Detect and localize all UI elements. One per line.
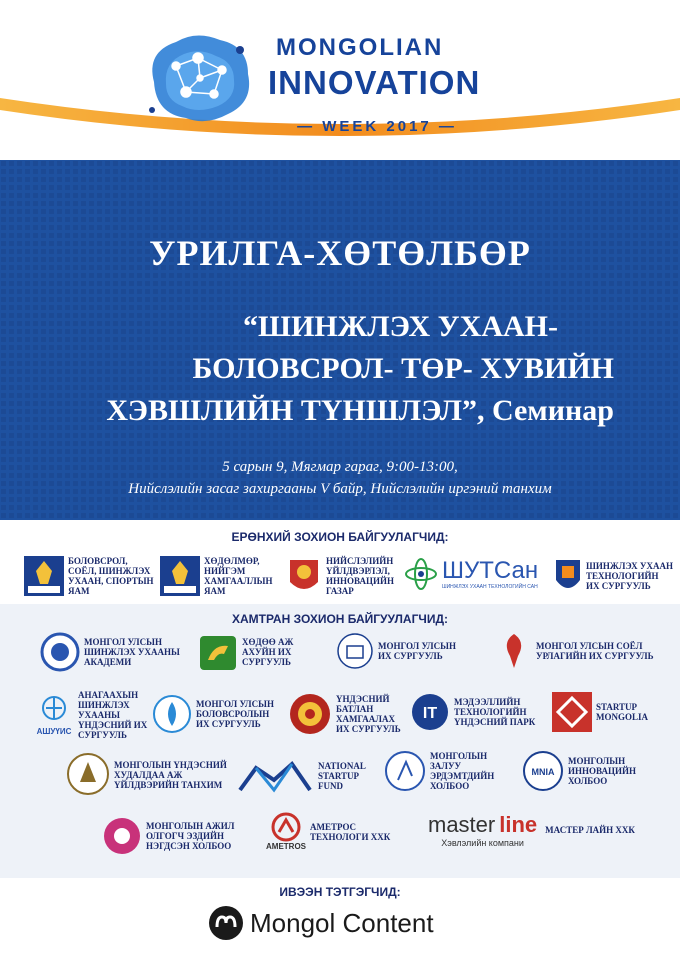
- org-arts-university: [496, 630, 666, 672]
- logo-week-year: — WEEK 2017 —: [297, 118, 457, 135]
- master-line-caption: Хэвлэлийн компани: [441, 838, 524, 848]
- org-ametros: [266, 812, 396, 851]
- org-label: ШИНЖЛЭХ УХААН ТЕХНОЛОГИЙН ИХ СУРГУУЛЬ: [586, 561, 673, 591]
- org-chamber-of-commerce: [66, 752, 236, 798]
- seminar-title-line-1: “ШИНЖЛЭХ УХААН-: [243, 310, 558, 343]
- mongol-content-icon: [208, 905, 244, 941]
- org-label: NATIONAL STARTUP FUND: [318, 761, 366, 791]
- seminar-title-line-2: БОЛОВСРОЛ- ТӨР- ХУВИЙН: [192, 352, 614, 385]
- medical-caption: АШУҮИС: [36, 727, 72, 736]
- org-label: МОНГОЛЫН ҮНДЭСНИЙ ХУДАЛДАА АЖ ҮЙЛДВЭРИЙН ТАНХИМ: [114, 760, 227, 790]
- event-date-time: 5 сарын 9, Мягмар гараг, 9:00-13:00,: [222, 459, 458, 475]
- org-employers-federation: [102, 816, 252, 856]
- org-label: МОНГОЛЫН ИННОВАЦИЙН ХОЛБОО: [568, 756, 636, 786]
- sponsors-heading: ИВЭЭН ТЭТГЭГЧИД:: [279, 885, 401, 899]
- chamber-emblem-icon: [66, 752, 110, 798]
- it-park-icon: [410, 692, 450, 732]
- org-label: МОНГОЛЫН АЖИЛ ОЛГОГЧ ЭЗДИЙН НЭГДСЭН ХОЛБОО: [146, 821, 235, 851]
- org-label: МОНГОЛ УЛСЫН ШИНЖЛЭХ УХААНЫ АКАДЕМИ: [84, 637, 180, 667]
- master-line-wordmark: [428, 812, 537, 838]
- org-national-university: [336, 632, 456, 670]
- sponsor-name: Mongol Content: [250, 907, 434, 938]
- org-must-university: [554, 556, 674, 596]
- org-label: АНАГААХЫН ШИНЖЛЭХ УХААНЫ ҮНДЭСНИЙ ИХ СУРГУУЛЬ: [78, 690, 148, 740]
- startup-fund-icon: [236, 758, 314, 794]
- academy-seal-icon: [40, 632, 80, 672]
- org-label: ХӨДӨӨ АЖ АХУЙН ИХ СУРГУУЛЬ: [242, 637, 294, 667]
- seminar-title: [60, 306, 660, 432]
- mnia-icon: [522, 750, 564, 792]
- org-young-scientists: [384, 750, 514, 792]
- general-organizers-heading: ЕРӨНХИЙ ЗОХИОН БАЙГУУЛАГЧИД:: [231, 530, 449, 544]
- atom-icon: [404, 554, 438, 594]
- org-label: БОЛОВСРОЛ, СОЁЛ, ШИНЖЛЭХ УХААН, СПОРТЫН ЯАМ: [68, 556, 154, 596]
- logo-title-mongolian: MONGOLIAN: [276, 34, 444, 61]
- master-line-word-2: line: [499, 812, 538, 837]
- org-national-startup-fund: [236, 758, 376, 794]
- university-shield-icon: [554, 556, 582, 596]
- medical-university-icon: [34, 692, 74, 738]
- logo-title-innovation: INNOVATION: [268, 64, 481, 101]
- org-defense-university: [288, 692, 408, 736]
- startup-mongolia-icon: [552, 692, 592, 732]
- fund-logo-text: ШУТСан: [442, 557, 539, 584]
- org-label: МОНГОЛ УЛСЫН СОЁЛ УРЛАГИЙН ИХ СУРГУУЛЬ: [536, 641, 654, 661]
- young-scientists-icon: [384, 750, 426, 792]
- master-line-logo: [428, 812, 537, 848]
- org-academy-of-sciences: [40, 632, 180, 672]
- org-label: ХӨДӨЛМӨР, НИЙГЭМ ХАМГААЛЛЫН ЯАМ: [204, 556, 273, 596]
- org-medical-university: [34, 690, 154, 740]
- org-label: STARTUP MONGOLIA: [596, 702, 649, 722]
- org-startup-mongolia: [552, 692, 672, 732]
- org-label: ҮНДЭСНИЙ БАТЛАН ХАМГААЛАХ ИХ СУРГУУЛЬ: [336, 694, 401, 734]
- org-label: МОНГОЛ УЛСЫН БОЛОВСРОЛЫН ИХ СУРГУУЛЬ: [196, 699, 274, 729]
- mnia-caption: MNIA: [531, 767, 555, 777]
- government-emblem-icon: [160, 556, 200, 596]
- org-education-university: [152, 694, 282, 734]
- org-label: МАСТЕР ЛАЙН ХХК: [545, 825, 635, 835]
- education-university-icon: [152, 694, 192, 734]
- it-park-caption: IT: [422, 705, 438, 722]
- defense-university-icon: [288, 692, 332, 736]
- org-it-park: [410, 692, 540, 732]
- org-label: МОНГОЛ УЛСЫН ИХ СУРГУУЛЬ: [378, 641, 456, 661]
- event-details: [0, 456, 680, 500]
- org-innovation-association: [522, 750, 672, 792]
- org-label: АМЕТРОС ТЕХНОЛОГИ ХХК: [310, 821, 391, 842]
- brain-network-icon: [136, 22, 264, 142]
- org-science-technology-fund: [404, 554, 544, 594]
- horse-emblem-icon: [198, 632, 238, 672]
- co-organizers-heading: ХАМТРАН ЗОХИОН БАЙГУУЛАГЧИД:: [231, 612, 449, 626]
- seminar-title-line-3: ХЭВШЛИЙН ТҮНШЛЭЛ”, Семинар: [106, 394, 614, 427]
- fund-caption: ШИНЖЛЭХ УХААН ТЕХНОЛОГИЙН САН: [442, 584, 538, 590]
- arts-university-icon: [496, 630, 532, 672]
- org-education-ministry: [24, 556, 154, 596]
- ametros-icon: [269, 812, 303, 842]
- government-emblem-icon: [24, 556, 64, 596]
- org-capital-innovation-agency: [286, 556, 402, 596]
- org-label: МЭДЭЭЛЛИЙН ТЕХНОЛОГИЙН ҮНДЭСНИЙ ПАРК: [454, 697, 536, 727]
- master-line-word-1: master: [428, 812, 496, 837]
- page-title: УРИЛГА-ХӨТӨЛБӨР: [149, 233, 531, 273]
- sponsor-mongol-content: [208, 903, 458, 943]
- org-labor-ministry: [160, 556, 280, 596]
- university-seal-icon: [336, 632, 374, 670]
- employers-federation-icon: [102, 816, 142, 856]
- ametros-caption: AMETROS: [266, 842, 306, 851]
- ametros-logo: [266, 812, 306, 851]
- org-agricultural-university: [198, 632, 328, 672]
- event-venue: Нийслэлийн засаг захиргааны V байр, Нийслэлийн иргэний танхим: [128, 481, 552, 497]
- org-label: МОНГОЛЫН ЗАЛУУ ЭРДЭМТДИЙН ХОЛБОО: [430, 751, 495, 791]
- city-emblem-icon: [286, 556, 322, 596]
- org-label: НИЙСЛЭЛИЙН ҮЙЛДВЭРЛЭЛ, ИННОВАЦИЙН ГАЗАР: [326, 556, 394, 596]
- org-master-line: [428, 812, 674, 848]
